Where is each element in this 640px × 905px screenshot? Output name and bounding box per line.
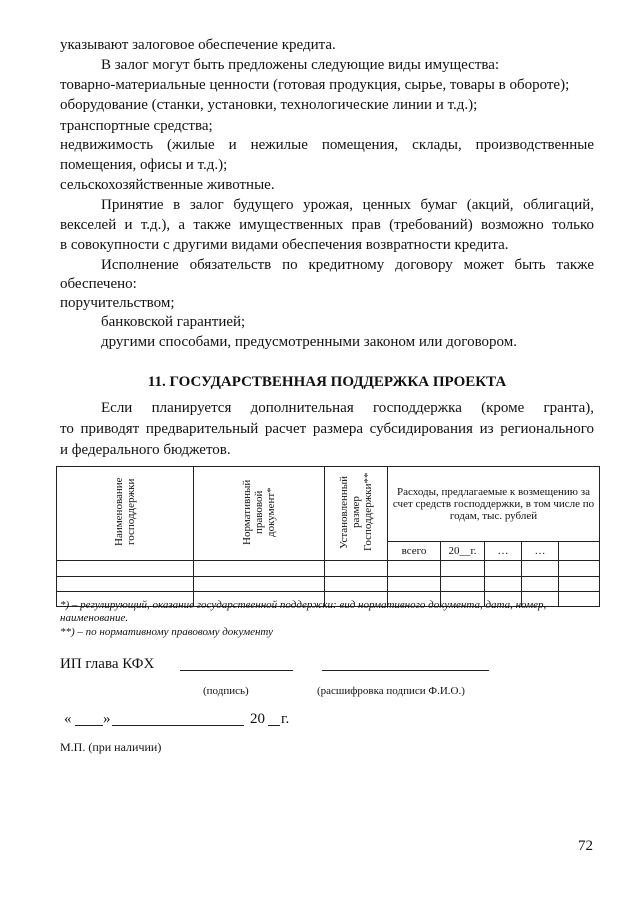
date-year-prefix: 20 xyxy=(250,711,265,727)
text-line: поручительством; xyxy=(60,295,175,311)
table-cell xyxy=(57,577,194,592)
text-line: Если планируется дополнительная господдержка (кроме гранта), xyxy=(101,400,594,416)
text-line: обеспечено: xyxy=(60,276,137,292)
text-line: указывают залоговое обеспечение кредита. xyxy=(60,37,336,53)
section-heading: 11. ГОСУДАРСТВЕННАЯ ПОДДЕРЖКА ПРОЕКТА xyxy=(147,374,507,390)
table-cell xyxy=(441,561,485,577)
footnote-1: *) – регулирующий, оказание государственной поддержки: вид нормативного документа, дата, номер, xyxy=(60,599,547,611)
signature-line[interactable] xyxy=(180,670,293,671)
table-cell xyxy=(522,561,559,577)
table-cell xyxy=(522,577,559,592)
page-number: 72 xyxy=(578,838,593,854)
table-cell xyxy=(57,561,194,577)
date-quote-close: » xyxy=(103,711,111,727)
text-line: банковской гарантией; xyxy=(101,314,246,330)
text-line: помещения, офисы и т.д.); xyxy=(60,157,228,173)
text-line: недвижимость (жилые и нежилые помещения, склады, производственные xyxy=(60,137,594,153)
table-cell xyxy=(388,561,441,577)
col-header-expenses: Расходы, предлагаемые к возмещению за счет средств господдержки, в том числе по годам, тыс. рублей xyxy=(388,467,600,542)
subheader-total: всего xyxy=(388,542,441,561)
footnote-2: **) – по нормативному правовому документу xyxy=(60,626,273,638)
text-line: транспортные средства; xyxy=(60,118,213,134)
text-line: векселей и т.д.), а также имущественных прав (требований) возможно только xyxy=(60,217,594,233)
table-cell xyxy=(194,561,325,577)
stamp-note: М.П. (при наличии) xyxy=(60,740,162,754)
table-row xyxy=(57,577,600,592)
table-row xyxy=(57,561,600,577)
text-line: сельскохозяйственные животные. xyxy=(60,177,275,193)
subheader-ellipsis: … xyxy=(522,542,559,561)
text-line: и федерального бюджетов. xyxy=(60,442,231,458)
col-header-support-name: Наименование господдержки xyxy=(57,467,194,561)
table-cell xyxy=(441,577,485,592)
table-cell xyxy=(485,577,522,592)
table-cell xyxy=(325,561,388,577)
date-year-line[interactable] xyxy=(268,725,280,726)
footnote-1-cont: наименование. xyxy=(60,612,129,624)
text-line: то приводят предварительный расчет размера субсидирования из регионального xyxy=(60,421,594,437)
text-line: Принятие в залог будущего урожая, ценных бумаг (акций, облигаций, xyxy=(101,197,594,213)
table-cell xyxy=(559,542,600,561)
subheader-ellipsis: … xyxy=(485,542,522,561)
text-line: товарно-материальные ценности (готовая продукция, сырье, товары в обороте); xyxy=(60,77,570,93)
date-day-line[interactable] xyxy=(75,725,103,726)
subheader-year: 20__г. xyxy=(441,542,485,561)
text-line: другими способами, предусмотренными законом или договором. xyxy=(101,334,518,350)
col-header-support-amount: Установленный размер Господдержки** xyxy=(325,467,388,561)
col-header-normative-doc: Нормативный правовой документ* xyxy=(194,467,325,561)
table-cell xyxy=(325,577,388,592)
text-line: оборудование (станки, установки, технологические линии и т.д.); xyxy=(60,97,478,113)
table-cell xyxy=(559,577,600,592)
text-line: Исполнение обязательств по кредитному договору может быть также xyxy=(101,257,594,273)
date-month-line[interactable] xyxy=(112,725,244,726)
table-cell xyxy=(559,561,600,577)
table-cell xyxy=(388,577,441,592)
name-decode-line[interactable] xyxy=(322,670,489,671)
text-line: в совокупности с другими видами обеспечения возвратности кредита. xyxy=(60,237,509,253)
table-header-row xyxy=(57,467,600,542)
signature-caption: (подпись) xyxy=(203,685,249,697)
date-year-suffix: г. xyxy=(281,711,290,727)
text-line: В залог могут быть предложены следующие виды имущества: xyxy=(101,57,500,73)
date-quote-open: « xyxy=(64,711,72,727)
subsidy-table xyxy=(56,466,600,607)
table-cell xyxy=(485,561,522,577)
signer-label: ИП глава КФХ xyxy=(60,656,155,672)
table-cell xyxy=(194,577,325,592)
name-decode-caption: (расшифровка подписи Ф.И.О.) xyxy=(317,685,465,697)
